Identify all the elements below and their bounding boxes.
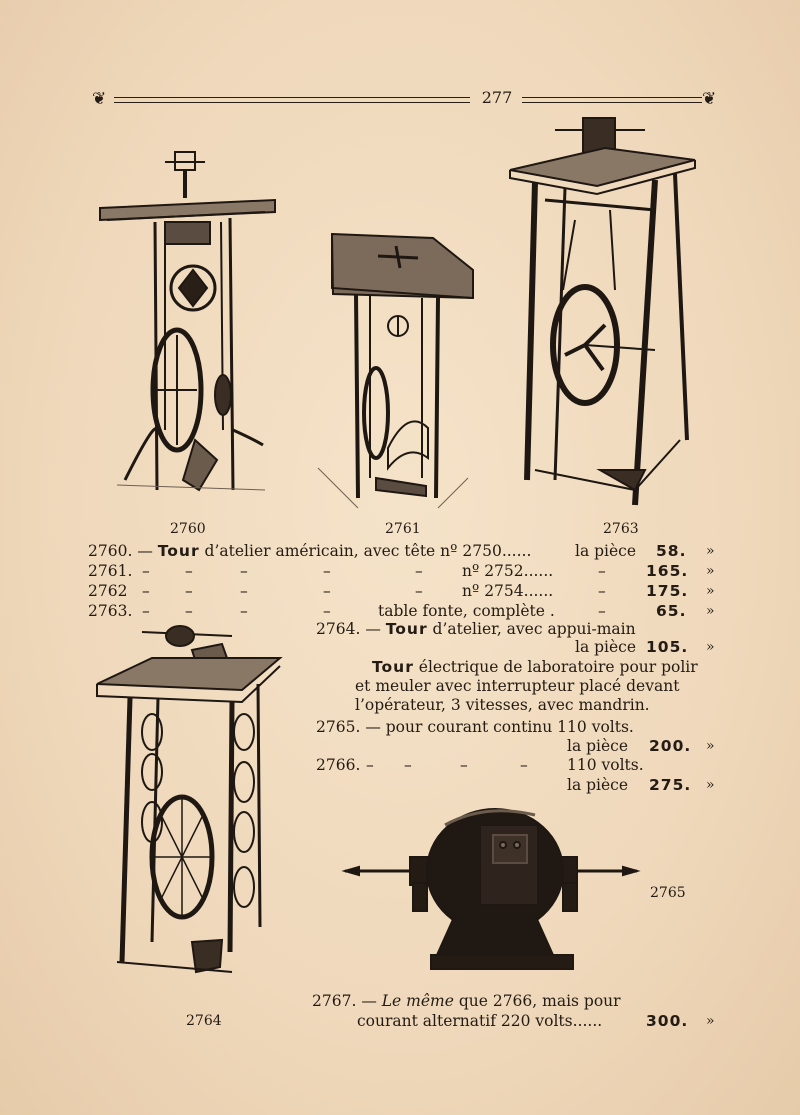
price-2764: 105.	[646, 638, 689, 656]
entry-2767	[312, 992, 621, 1011]
ditto-mark: –	[323, 562, 331, 580]
entry-2760	[88, 542, 531, 561]
ditto-mark: –	[323, 582, 331, 600]
ditto-mark: –	[240, 582, 248, 600]
price-suffix: »	[706, 738, 715, 754]
unit-ditto: –	[598, 562, 606, 580]
ditto-mark: –	[460, 756, 468, 774]
entry-reference-2762: nº 2754......	[462, 582, 554, 600]
header-rule-left	[114, 97, 470, 103]
ornament-right-icon: ❦	[702, 89, 717, 109]
entry-dash: —	[361, 992, 377, 1010]
ditto-mark: –	[415, 562, 423, 580]
entry-number-2762: 2762	[88, 582, 128, 600]
entry-name: Le même	[381, 992, 454, 1010]
unit-label: la pièce	[567, 737, 629, 755]
entry-description: pour courant continu 110 volts.	[385, 718, 634, 736]
page-header	[92, 88, 716, 110]
price-suffix: »	[706, 563, 715, 579]
entry-number-2766: 2766.	[316, 756, 361, 774]
price-2763: 65.	[656, 602, 687, 620]
price-suffix: »	[706, 777, 715, 793]
entry-2764	[316, 620, 636, 639]
entry-dash: —	[137, 542, 153, 560]
page-number: 277	[481, 88, 513, 107]
price-suffix: »	[706, 639, 715, 655]
caption-2764: 2764	[186, 1013, 222, 1029]
unit-ditto: –	[598, 602, 606, 620]
entry-number-2763: 2763.	[88, 602, 133, 620]
entry-name: Tour	[385, 620, 428, 638]
entry-dash: —	[365, 620, 381, 638]
lathe-2760-illustration	[95, 140, 285, 510]
lathe-2764-illustration	[92, 622, 292, 992]
entry-description-2763: table fonte, complète .	[378, 602, 555, 620]
price-2760: 58.	[656, 542, 687, 560]
price-2766: 275.	[649, 776, 692, 794]
unit-label: la pièce	[575, 542, 637, 560]
entry-description-2766: 110 volts.	[567, 756, 644, 774]
ditto-mark: –	[240, 602, 248, 620]
header-rule-right	[522, 97, 702, 103]
price-2761: 165.	[646, 562, 689, 580]
price-2762: 175.	[646, 582, 689, 600]
entry-name: Tour	[372, 658, 414, 676]
caption-2765: 2765	[650, 885, 686, 901]
entry-description: d’atelier, avec appui-main	[432, 620, 636, 638]
ditto-mark: –	[240, 562, 248, 580]
unit-ditto: –	[598, 582, 606, 600]
price-2765: 200.	[649, 737, 692, 755]
unit-label: la pièce	[567, 776, 629, 794]
caption-2761: 2761	[385, 521, 421, 537]
price-suffix: »	[706, 543, 715, 559]
ditto-mark: –	[366, 756, 374, 774]
ditto-mark: –	[142, 602, 150, 620]
entry-dash: —	[365, 718, 381, 736]
entry-number: 2764.	[316, 620, 361, 638]
entry-description: d’atelier américain, avec tête	[204, 542, 436, 560]
ditto-mark: –	[415, 582, 423, 600]
ditto-mark: –	[520, 756, 528, 774]
ditto-mark: –	[185, 602, 193, 620]
leader-dots: ......	[501, 542, 532, 560]
leader-dots: ......	[572, 1012, 603, 1030]
ditto-mark: –	[185, 562, 193, 580]
entry-description: courant alternatif 220 volts	[357, 1012, 573, 1030]
lathe-2761-illustration	[318, 228, 478, 513]
ornament-left-icon: ❦	[92, 89, 107, 109]
entry-2765	[316, 718, 634, 737]
price-suffix: »	[706, 1013, 715, 1029]
entry-number: 2767.	[312, 992, 357, 1010]
electric-lathe-2765-illustration	[345, 805, 640, 977]
price-suffix: »	[706, 583, 715, 599]
electric-lathe-line-1	[372, 658, 698, 677]
entry-number: 2765.	[316, 718, 361, 736]
ditto-mark: –	[142, 562, 150, 580]
ditto-mark: –	[404, 756, 412, 774]
ditto-mark: –	[142, 582, 150, 600]
lathe-2763-illustration	[505, 110, 705, 515]
entry-reference-2761: nº 2752......	[462, 562, 554, 580]
ditto-mark: –	[185, 582, 193, 600]
price-2767: 300.	[646, 1012, 689, 1030]
entry-description: que 2766, mais pour	[458, 992, 621, 1010]
electric-lathe-line-3: l’opérateur, 3 vitesses, avec mandrin.	[355, 696, 650, 714]
ditto-mark: –	[323, 602, 331, 620]
caption-2760: 2760	[170, 521, 206, 537]
paragraph-text: électrique de laboratoire pour polir	[418, 658, 698, 676]
entry-name: Tour	[157, 542, 200, 560]
entry-number-2761: 2761.	[88, 562, 133, 580]
unit-label: la pièce	[575, 638, 637, 656]
price-suffix: »	[706, 603, 715, 619]
entry-2767-line-2	[357, 1012, 602, 1031]
entry-reference: nº 2750	[440, 542, 502, 560]
electric-lathe-line-2: et meuler avec interrupteur placé devant	[355, 677, 680, 695]
caption-2763: 2763	[603, 521, 639, 537]
entry-number: 2760.	[88, 542, 133, 560]
